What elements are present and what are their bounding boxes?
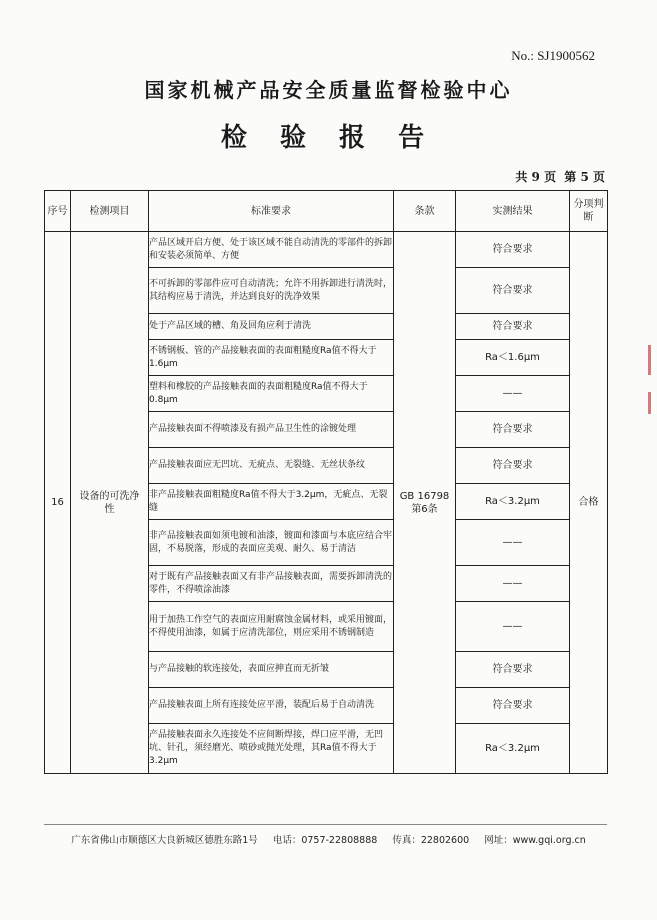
organization-name: 国家机械产品安全质量监督检验中心: [144, 78, 513, 102]
page-total: 共 9 页: [515, 170, 557, 184]
requirement-cell: 非产品接触表面如须电镀和油漆，镀面和漆面与本底应结合牢固，不易脱落，形成的表面应美观、耐久、易于清洁: [149, 520, 394, 566]
requirement-cell: 塑料和橡胶的产品接触表面的表面粗糙度Ra值不得大于0.8μm: [149, 376, 394, 412]
table-header-row: [45, 191, 608, 232]
result-cell: ——: [456, 520, 570, 566]
report-title: 检 验 报 告: [220, 123, 437, 153]
result-cell: ——: [456, 376, 570, 412]
page-current: 第 5 页: [564, 170, 605, 184]
seq-cell: 16: [45, 232, 71, 774]
report-number: No.: SJ1900562: [511, 48, 595, 63]
judgement-cell: 合格: [570, 232, 608, 774]
result-cell: 符合要求: [456, 232, 570, 268]
header-seq: 序号: [45, 191, 71, 232]
requirement-cell: 非产品接触表面粗糙度Ra值不得大于3.2μm，无疵点、无裂缝: [149, 484, 394, 520]
result-cell: 符合要求: [456, 412, 570, 448]
seal-edge-mark: [648, 345, 651, 375]
requirement-cell: 与产品接触的软连接处，表面应抻直而无折皱: [149, 652, 394, 688]
requirement-cell: 产品区域开启方便、处于该区域不能自动清洗的零部件的拆卸和安装必须简单、方便: [149, 232, 394, 268]
result-cell: ——: [456, 566, 570, 602]
requirement-cell: 产品接触表面不得喷漆及有损产品卫生性的涂镀处理: [149, 412, 394, 448]
result-cell: ——: [456, 602, 570, 652]
requirement-cell: 处于产品区域的槽、角及回角应利于清洗: [149, 314, 394, 340]
result-cell: 符合要求: [456, 688, 570, 724]
result-cell: Ra＜1.6μm: [456, 340, 570, 376]
footer-website: 网址：www.gqi.org.cn: [484, 835, 586, 846]
clause-cell: GB 16798 第6条: [394, 232, 456, 774]
result-cell: 符合要求: [456, 268, 570, 314]
result-cell: 符合要求: [456, 652, 570, 688]
footer-fax: 传真：22802600: [392, 835, 470, 846]
header-item: 检测项目: [71, 191, 149, 232]
footer-address: 广东省佛山市顺德区大良新城区德胜东路1号: [71, 835, 258, 846]
table-row: [45, 232, 608, 268]
requirement-cell: 对于既有产品接触表面又有非产品接触表面，需要拆卸清洗的零件，不得喷涂油漆: [149, 566, 394, 602]
requirement-cell: 产品接触表面应无凹坑、无疵点、无裂缝、无丝状条纹: [149, 448, 394, 484]
header-judgement: 分项判断: [570, 191, 608, 232]
inspection-table: [44, 190, 608, 774]
result-cell: 符合要求: [456, 314, 570, 340]
requirement-cell: 不可拆卸的零部件应可自动清洗；允许不用拆卸进行清洗时，其结构应易于清洗，并达到良好的洗净效果: [149, 268, 394, 314]
requirement-cell: 产品接触表面永久连接处不应间断焊接，焊口应平滑，无凹坑、针孔，须经磨光、喷砂或抛光处理，其Ra值不得大于3.2μm: [149, 724, 394, 774]
header-clause: 条款: [394, 191, 456, 232]
footer-divider: [44, 824, 607, 825]
footer: [0, 832, 657, 846]
result-cell: Ra＜3.2μm: [456, 724, 570, 774]
result-cell: 符合要求: [456, 448, 570, 484]
item-cell: 设备的可洗净性: [71, 232, 149, 774]
seal-edge-mark: [648, 392, 651, 414]
requirement-cell: 用于加热工作空气的表面应用耐腐蚀金属材料，或采用镀面，不得使用油漆，如属于应清洗部位，则应采用不锈钢制造: [149, 602, 394, 652]
requirement-cell: 产品接触表面上所有连接处应平滑，装配后易于自动清洗: [149, 688, 394, 724]
requirement-cell: 不锈钢板、管的产品接触表面的表面粗糙度Ra值不得大于1.6μm: [149, 340, 394, 376]
footer-phone: 电话：0757-22808888: [272, 835, 378, 846]
page-info: [511, 168, 605, 185]
header-result: 实测结果: [456, 191, 570, 232]
result-cell: Ra＜3.2μm: [456, 484, 570, 520]
header-standard: 标准要求: [149, 191, 394, 232]
